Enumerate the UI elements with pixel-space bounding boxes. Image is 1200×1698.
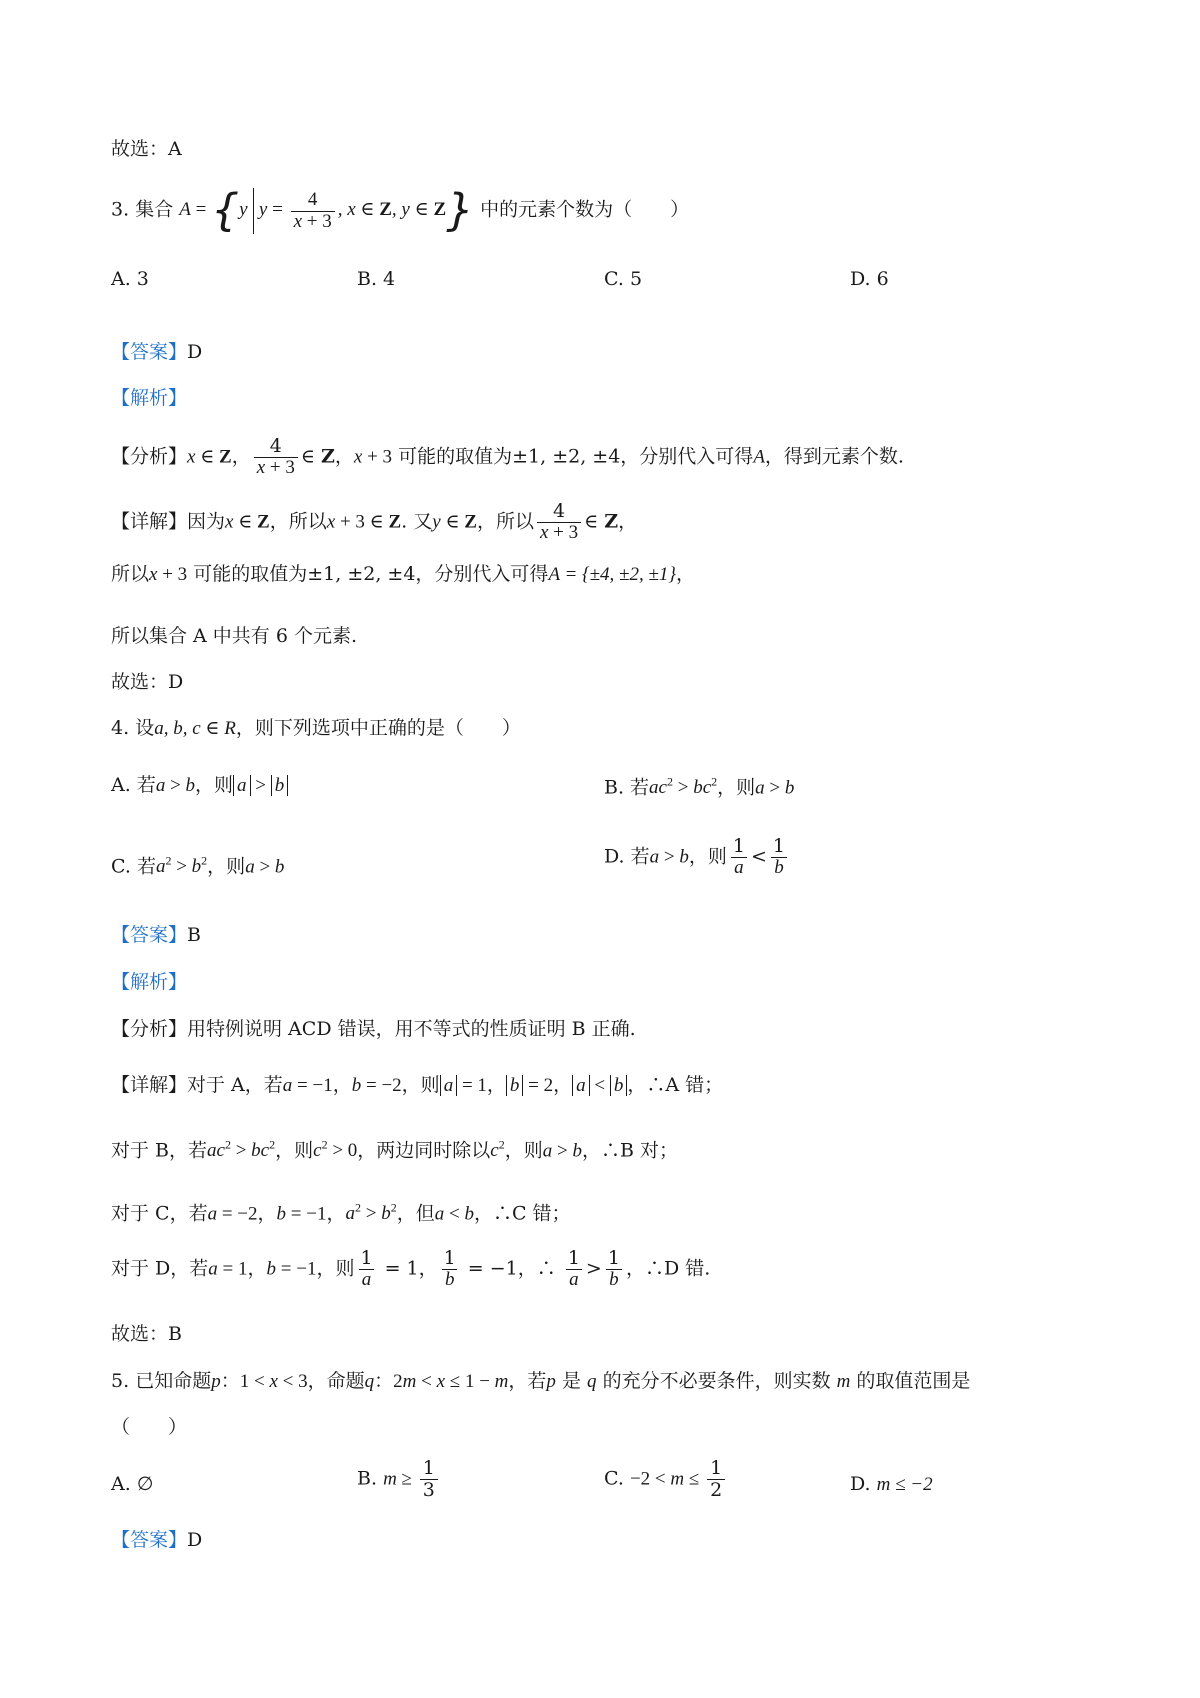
- q4-stem: 4. 设a, b, c ∈ R，则下列选项中正确的是（ ）: [111, 717, 521, 739]
- q3-option-a: A. 3: [111, 268, 149, 290]
- q5-option-a: A. ∅: [111, 1473, 154, 1495]
- q3-number: 3.: [111, 198, 130, 221]
- q3-analysis-tag: 【解析】: [111, 387, 188, 409]
- q5-option-b: B. m ≥ $\frac{1}{3}$: [357, 1458, 441, 1501]
- q5-option-c: C. −2 < m ≤ $\frac{1}{2}$: [604, 1458, 728, 1501]
- q4-xiangjie-b: 对于 B，若$ac^2 > bc^2$，则$c^2 > 0$，两边同时除以$c^2$，则a > b，∴B 对；: [111, 1138, 678, 1162]
- q4-option-d: D. 若a > b，则 $\frac{1}{a}$ < $\frac{1}{b}$: [604, 835, 785, 878]
- q2-conclusion: 故选：A: [111, 138, 182, 160]
- q4-option-b: B. 若$ac^2 > bc^2$，则a > b: [604, 775, 795, 799]
- set-expression: A = {y y = $\frac{4}{x + 3}$ , x ∈ Z, y ∈ Z}: [179, 185, 475, 236]
- q4-option-a: A. 若a > b，则 a > b: [111, 776, 288, 795]
- q3-xiangjie-2: 所以x + 3 可能的取值为±1, ±2, ±4，分别代入可得A = {±4, ±2, ±1}，: [111, 563, 696, 585]
- q3-option-b: B. 4: [357, 268, 396, 290]
- q5-option-d: D. m ≤ −2: [850, 1473, 933, 1495]
- q4-analysis-tag: 【解析】: [111, 971, 188, 993]
- q4-conclusion: 故选：B: [111, 1323, 182, 1345]
- q3-fenxi: 【分析】x ∈ Z， $\frac{4}{x + 3}$ ∈ Z，x + 3 可能的取值为±1, ±2, ±4，分别代入可得A，得到元素个数.: [111, 435, 904, 478]
- q3-answer: 【答案】D: [111, 341, 203, 363]
- q4-fenxi: 【分析】用特例说明 ACD 错误，用不等式的性质证明 B 正确.: [111, 1018, 636, 1040]
- q5-paren: （ ）: [111, 1416, 188, 1438]
- q5-stem: 5. 已知命题p：1 < x < 3，命题q：2m < x ≤ 1 − m，若p 是 q 的充分不必要条件，则实数 m 的取值范围是: [111, 1370, 971, 1392]
- q4-xiangjie-d: 对于 D，若a = 1，b = −1，则 $\frac{1}{a}$ = 1， $\frac{1}{b}$ = −1，∴ $\frac{1}{a}$ > $\frac{1}{b}$ ，∴D 错.: [111, 1247, 711, 1290]
- q4-answer: 【答案】B: [111, 924, 201, 946]
- q4-xiangjie-c: 对于 C，若a = −2，b = −1，$a^2 > b^2$，但a < b，∴C 错；: [111, 1201, 571, 1225]
- q4-option-c: C. 若$a^2 > b^2$，则a > b: [111, 854, 285, 878]
- q4-xiangjie-a: 【详解】对于 A，若a = −1，b = −2，则 a = 1， b = 2， a < b ，∴A 错；: [111, 1074, 724, 1096]
- q3-xiangjie-3: 所以集合 A 中共有 6 个元素.: [111, 625, 358, 647]
- q3-option-c: C. 5: [604, 268, 643, 290]
- q3-stem: 3. 集合 A = {y y = $\frac{4}{x + 3}$ , x ∈ Z, y ∈ Z} 中的元素个数为（ ）: [111, 185, 690, 236]
- q3-xiangjie: 【详解】因为x ∈ Z，所以x + 3 ∈ Z. 又y ∈ Z，所以 $\frac{4}{x + 3}$ ∈ Z，: [111, 500, 638, 543]
- q3-conclusion: 故选：D: [111, 671, 184, 693]
- q5-answer: 【答案】D: [111, 1529, 203, 1551]
- q3-option-d: D. 6: [850, 268, 889, 290]
